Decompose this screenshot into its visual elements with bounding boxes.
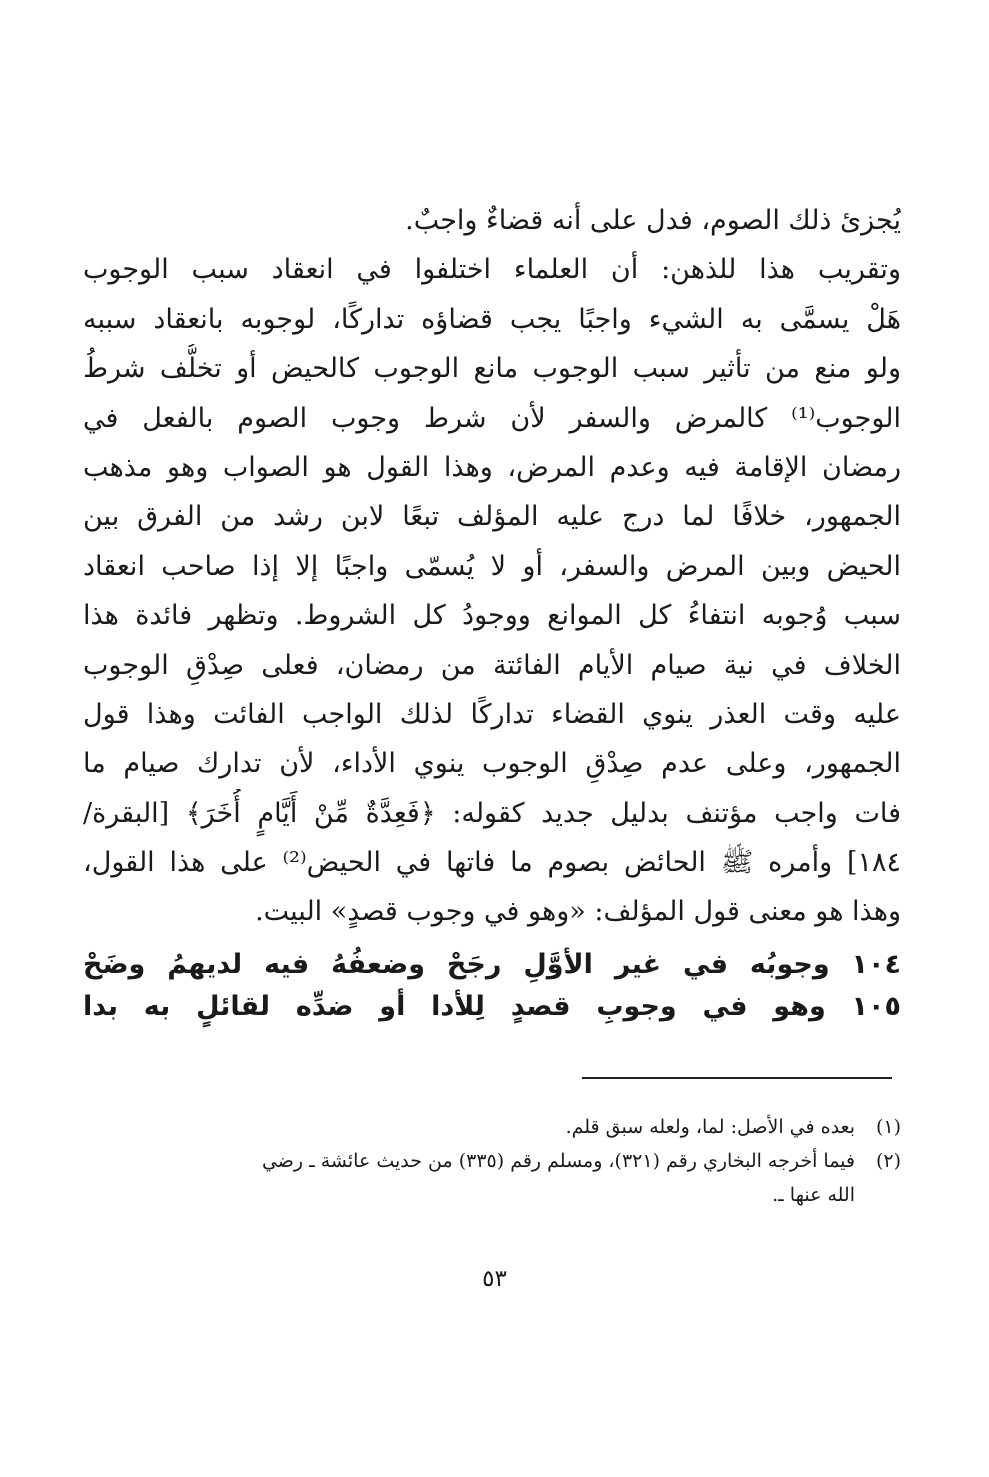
verse-line-105: ١٠٥ وهو في وجوبِ قصدٍ لِلأدا أو ضدِّه لقائلٍ به بدا (83, 991, 901, 1022)
text-line: ولو منع من تأثير سبب الوجوب مانع الوجوب كالحيض أو تخلُّف شرطُ (83, 353, 901, 385)
footnote-number: (١) (875, 1116, 901, 1138)
footnote-1 (83, 1110, 901, 1144)
text-line: ١٨٤] وأمره ﷺ الحائض بصوم ما فاتها في الحيض⁽²⁾ على هذا القول، (83, 847, 901, 879)
text-line: هَلْ يسمَّى به الشيء واجبًا يجب قضاؤه تداركًا، لوجوبه بانعقاد سببه (83, 303, 901, 335)
main-text (83, 196, 901, 937)
footnotes (83, 1110, 901, 1212)
verse-block (83, 944, 901, 1028)
text-line: عليه وقت العذر ينوي القضاء تداركًا لذلك الواجب الفائت وهذا قول (83, 698, 901, 730)
text-line: سبب وُجوبه انتفاءُ كل الموانع ووجودُ كل الشروط. وتظهر فائدة هذا (83, 600, 901, 632)
footnote-number: (٢) (875, 1150, 901, 1172)
footnote-line: فيما أخرجه البخاري رقم (٣٢١)، ومسلم رقم (٣٣٥) من حديث عائشة ـ رضي (261, 1150, 855, 1172)
text-line: رمضان الإقامة فيه وعدم المرض، وهذا القول هو الصواب وهو مذهب (83, 451, 901, 483)
text-line: وهذا هو معنى قول المؤلف: «وهو في وجوب قصدٍ» البيت. (255, 896, 901, 928)
page-number: ٥٣ (482, 1266, 507, 1292)
text-line: وتقريب هذا للذهن: أن العلماء اختلفوا في انعقاد سبب الوجوب (83, 254, 901, 286)
text-line: يُجزئ ذلك الصوم، فدل على أنه قضاءٌ واجبٌ. (405, 205, 901, 236)
text-line: الجمهور، خلافًا لما درج عليه المؤلف تبعًا لابن رشد من الفرق بين (83, 501, 901, 533)
text-line: الوجوب⁽¹⁾ كالمرض والسفر لأن شرط وجوب الصوم بالفعل في (83, 402, 901, 434)
text-line: فات واجب مؤتنف بدليل جديد كقوله: ﴿فَعِدَّةٌ مِّنْ أَيَّامٍ أُخَرَ﴾ [البقرة/ (83, 797, 901, 829)
footnote-text (83, 1144, 855, 1212)
footnote-line: بعده في الأصل: لما، ولعله سبق قلم. (565, 1116, 855, 1138)
text-line: الجمهور، وعلى عدم صِدْقِ الوجوب ينوي الأداء، لأن تدارك صيام ما (83, 748, 901, 780)
text-line: الخلاف في نية صيام الأيام الفائتة من رمضان، فعلى صِدْقِ الوجوب (83, 649, 901, 681)
text-line: الحيض وبين المرض والسفر، أو لا يُسمّى واجبًا إلا إذا صاحب انعقاد (83, 550, 901, 582)
verse-line-104: ١٠٤ وجوبُه في غير الأوَّلِ رجَحْ وضعفُهُ فيه لديهمُ وضَحْ (83, 949, 901, 980)
footnote-2 (83, 1144, 901, 1212)
footnote-divider (582, 1077, 892, 1079)
footnote-text (83, 1110, 855, 1144)
footnote-line: الله عنها ـ. (772, 1184, 855, 1206)
